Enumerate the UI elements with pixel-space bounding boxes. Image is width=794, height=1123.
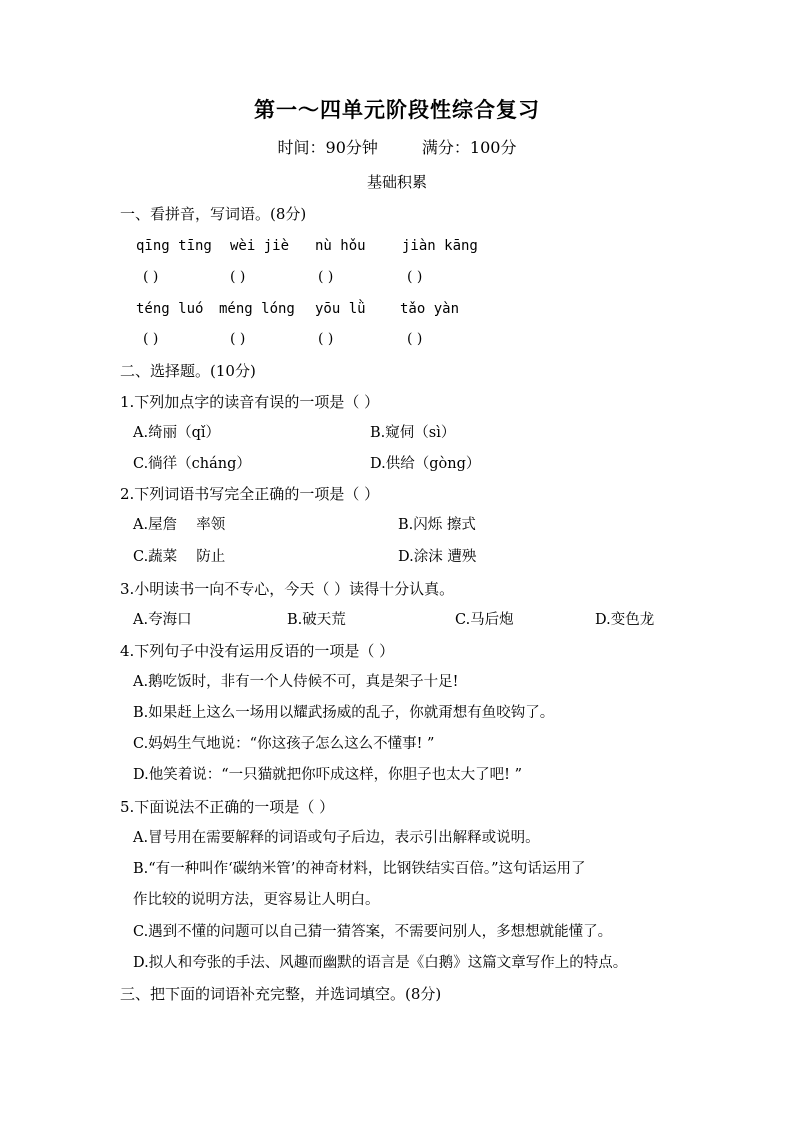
- q1-heading: 一、看拼音，写词语。(8分): [120, 205, 307, 223]
- answer-blank[interactable]: ( ): [230, 269, 246, 285]
- section-heading: 基础积累: [366, 173, 427, 191]
- answer-blank[interactable]: ( ): [318, 269, 334, 285]
- option-a[interactable]: A.屋詹 率领: [133, 517, 226, 533]
- option-d[interactable]: D.拟人和夸张的手法、风趣而幽默的语言是《白鹅》这篇文章写作上的特点。: [133, 955, 628, 971]
- question-stem: 3.小明读书一向不专心，今天（ ）读得十分认真。: [120, 580, 455, 598]
- pinyin-item: méng lóng: [219, 301, 295, 317]
- time-limit: 时间：90分钟: [277, 138, 378, 157]
- option-d[interactable]: D.涂沫 遭殃: [398, 549, 477, 565]
- option-d[interactable]: D.变色龙: [595, 612, 655, 628]
- option-d[interactable]: D.供给（gòng）: [370, 456, 481, 472]
- pinyin-item: jiàn kāng: [402, 238, 478, 254]
- option-b[interactable]: B.“有一种叫作‘碳纳米管’的神奇材料，比钢铁结实百倍。”这句话运用了: [133, 861, 586, 877]
- option-a[interactable]: A.夸海口: [133, 612, 192, 628]
- option-a[interactable]: A.绮丽（qǐ）: [133, 425, 220, 441]
- pinyin-item: wèi jiè: [230, 238, 290, 254]
- option-c[interactable]: C.蔬菜 防止: [133, 549, 226, 565]
- pinyin-item: nù hǒu: [315, 238, 366, 254]
- q2-heading: 二、选择题。(10分): [120, 362, 256, 380]
- option-b-continued: 作比较的说明方法，更容易让人明白。: [133, 892, 380, 908]
- q3-heading: 三、把下面的词语补充完整，并选词填空。(8分): [120, 985, 442, 1003]
- option-c[interactable]: C.妈妈生气地说：“你这孩子怎么这么不懂事! ”: [133, 736, 435, 752]
- question-stem: 5.下面说法不正确的一项是（ ）: [120, 798, 335, 816]
- exam-meta: [0, 140, 794, 156]
- option-d[interactable]: D.他笑着说：“一只猫就把你吓成这样，你胆子也太大了吧! ”: [133, 767, 522, 783]
- option-c[interactable]: C.遇到不懂的问题可以自己猜一猜答案，不需要问别人，多想想就能懂了。: [133, 924, 613, 940]
- answer-blank[interactable]: ( ): [407, 269, 423, 285]
- pinyin-item: qīng tīng: [136, 238, 212, 254]
- full-score: 满分：100分: [421, 138, 517, 157]
- question-stem: 4.下列句子中没有运用反语的一项是（ ）: [120, 642, 395, 660]
- option-b[interactable]: B.闪烁 擦式: [398, 517, 476, 533]
- option-b[interactable]: B.窥伺（sì）: [370, 425, 456, 441]
- pinyin-item: téng luó: [136, 301, 204, 317]
- question-stem: 2.下列词语书写完全正确的一项是（ ）: [120, 485, 380, 503]
- answer-blank[interactable]: ( ): [143, 331, 159, 347]
- option-c[interactable]: C.马后炮: [455, 612, 514, 628]
- answer-blank[interactable]: ( ): [318, 331, 334, 347]
- option-b[interactable]: B.如果赶上这么一场用以耀武扬威的乱子，你就甭想有鱼咬钩了。: [133, 705, 555, 721]
- answer-blank[interactable]: ( ): [407, 331, 423, 347]
- option-c[interactable]: C.徜徉（cháng）: [133, 456, 251, 472]
- answer-blank[interactable]: ( ): [143, 269, 159, 285]
- pinyin-item: tǎo yàn: [400, 301, 460, 317]
- page-title: 第一～四单元阶段性综合复习: [254, 97, 540, 122]
- option-b[interactable]: B.破天荒: [287, 612, 346, 628]
- option-a[interactable]: A.鹅吃饭时，非有一个人侍候不可，真是架子十足!: [133, 674, 459, 690]
- question-stem: 1.下列加点字的读音有误的一项是（ ）: [120, 393, 380, 411]
- answer-blank[interactable]: ( ): [230, 331, 246, 347]
- option-a[interactable]: A.冒号用在需要解释的词语或句子后边，表示引出解释或说明。: [133, 830, 540, 846]
- pinyin-item: yōu lǜ: [315, 301, 366, 317]
